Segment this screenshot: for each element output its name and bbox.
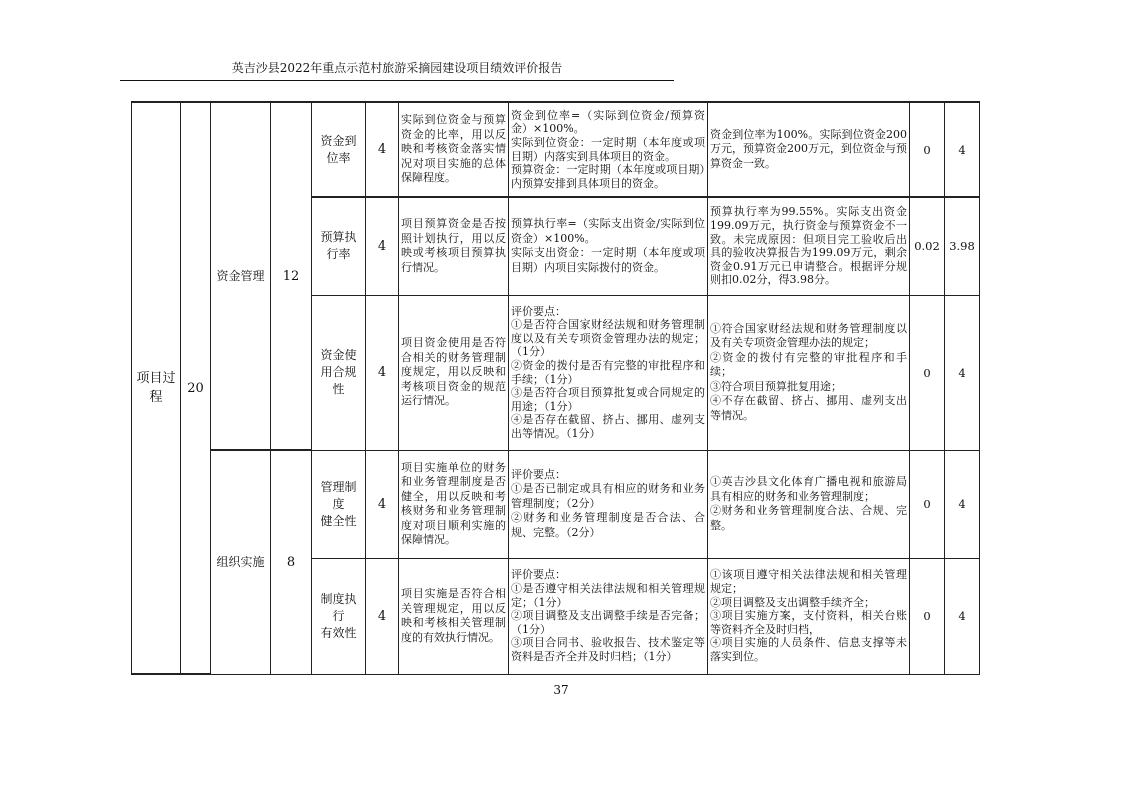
page-header: 英吉沙县2022年重点示范村旅游采摘园建设项目绩效评价报告 (231, 61, 563, 75)
level1-score: 20 (181, 102, 211, 674)
final-score: 4 (945, 450, 980, 558)
scoring-analysis: 资金到位率为100%。实际到位资金200万元，预算资金200万元，到位资金与预算资金一致。 (708, 102, 910, 197)
level3-indicator: 管理制 度 健全性 (312, 450, 366, 558)
final-score: 4 (945, 102, 980, 197)
scoring-analysis: ①符合国家财经法规和财务管理制度以及有关专项资金管理办法的规定； ②资金的拨付有完整的审批程序和手续； ③符合项目预算批复用途； ④不存在截留、挤占、挪用、虚列支出等情况。 (708, 295, 910, 450)
scoring-standard: 评价要点： ①是否遵守相关法律法规和相关管理规定；（1分） ②项目调整及支出调整手续是否完备；（1分） ③项目合同书、验收报告、技术鉴定等资料是否齐全并及时归档；（1分） (509, 558, 708, 674)
final-score: 3.98 (945, 197, 980, 295)
deduction-score: 0 (910, 450, 945, 558)
final-score: 4 (945, 295, 980, 450)
scoring-analysis: 预算执行率为99.55%。实际支出资金199.09万元，执行资金与预算资金不一致。未完成原因：但项目完工验收后出具的验收决算报告为199.09万元，剩余资金0.91万元已申请整合。根据评分规则扣0.02分，得3.98分。 (708, 197, 910, 295)
table-row (132, 102, 980, 197)
indicator-weight: 4 (366, 102, 399, 197)
indicator-explanation: 实际到位资金与预算资金的比率，用以反映和考核资金落实情况对项目实施的总体保障程度。 (399, 102, 509, 197)
indicator-explanation: 项目预算资金是否按照计划执行，用以反映或考核项目预算执行情况。 (399, 197, 509, 295)
level1-indicator: 项目过 程 (132, 102, 181, 674)
scoring-standard: 评价要点： ①是否符合国家财经法规和财务管理制度以及有关专项资金管理办法的规定；（1分） ②资金的拨付是否有完整的审批程序和手续；（1分） ③是否符合项目预算批复或合同规定的用途；（1分） ④是否存在截留、挤占、挪用、虚列支出等情况。（1分） (509, 295, 708, 450)
deduction-score: 0 (910, 558, 945, 674)
scoring-standard: 预算执行率=（实际支出资金/实际到位资金）×100%。 实际支出资金：一定时期（本年度或项目期）内项目实际拨付的资金。 (509, 197, 708, 295)
scoring-standard: 评价要点： ①是否已制定或具有相应的财务和业务管理制度；（2分） ②财务和业务管理制度是否合法、合规、完整。（2分） (509, 450, 708, 558)
indicator-explanation: 项目资金使用是否符合相关的财务管理制度规定，用以反映和考核项目资金的规范运行情况。 (399, 295, 509, 450)
level2-score: 12 (271, 102, 312, 450)
level2-indicator: 资金管理 (211, 102, 271, 450)
indicator-weight: 4 (366, 450, 399, 558)
indicator-explanation: 项目实施单位的财务和业务管理制度是否健全，用以反映和考核财务和业务管理制度对项目顺利实施的保障情况。 (399, 450, 509, 558)
scoring-analysis: ①英吉沙县文化体育广播电视和旅游局具有相应的财务和业务管理制度； ②财务和业务管理制度合法、合规、完整。 (708, 450, 910, 558)
level2-score: 8 (271, 450, 312, 674)
page-number: 37 (553, 683, 569, 697)
header-rule (120, 80, 674, 81)
level3-indicator: 资金使 用合规 性 (312, 295, 366, 450)
scoring-analysis: ①该项目遵守相关法律法规和相关管理规定； ②项目调整及支出调整手续齐全； ③项目实施方案，支付资料，相关台账等资料齐全及时归档， ④项目实施的人员条件、信息支撑等未落实到位。 (708, 558, 910, 674)
indicator-weight: 4 (366, 295, 399, 450)
level3-indicator: 预算执 行率 (312, 197, 366, 295)
deduction-score: 0 (910, 102, 945, 197)
level3-indicator: 资金到 位率 (312, 102, 366, 197)
deduction-score: 0 (910, 295, 945, 450)
scoring-standard: 资金到位率=（实际到位资金/预算资金）×100%。 实际到位资金：一定时期（本年度或项目期）内落实到具体项目的资金。 预算资金：一定时期（本年度或项目期）内预算安排到具体项目的资金。 (509, 102, 708, 197)
evaluation-table (131, 101, 980, 675)
indicator-weight: 4 (366, 558, 399, 674)
level2-indicator: 组织实施 (211, 450, 271, 674)
final-score: 4 (945, 558, 980, 674)
level3-indicator: 制度执 行 有效性 (312, 558, 366, 674)
deduction-score: 0.02 (910, 197, 945, 295)
indicator-weight: 4 (366, 197, 399, 295)
indicator-explanation: 项目实施是否符合相关管理规定，用以反映和考核相关管理制度的有效执行情况。 (399, 558, 509, 674)
table-row (132, 450, 980, 558)
